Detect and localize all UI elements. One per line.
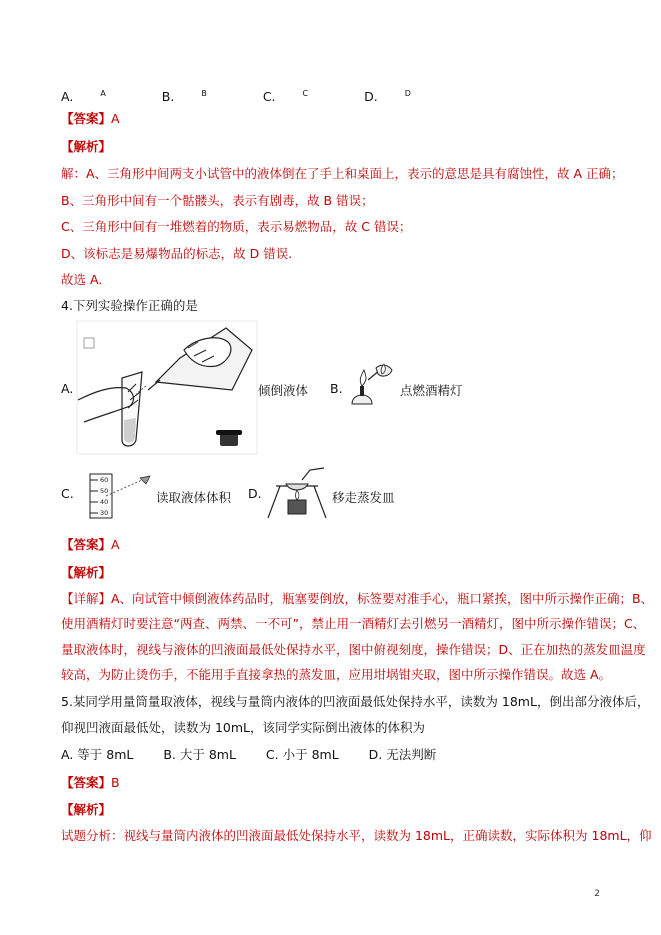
q5-option-c: C. 小于 8mL (265, 747, 339, 762)
cylinder-tick-label: 50 (100, 487, 109, 495)
q4-title: 4.下列实验操作正确的是 (61, 298, 198, 313)
q4-option-a-caption: 倾倒液体 (258, 383, 309, 398)
q3-option-b: B. B (161, 89, 207, 104)
q4-option-d-caption: 移走蒸发皿 (332, 490, 395, 505)
q5-title-line: 仰视凹液面最低处，读数为 10mL，该同学实际倒出液体的体积为 (61, 720, 426, 735)
q3-option-c: C. C (262, 89, 309, 104)
q4-option-c-caption: 读取液体体积 (156, 490, 232, 505)
q3-analysis-line: 解：A、三角形中间两支小试管中的液体倒在了手上和桌面上，表示的意思是具有腐蚀性，故 A 正确； (61, 166, 624, 181)
q5-analysis-label: 【解析】 (61, 802, 112, 817)
q3-option-d: D. D (364, 89, 411, 104)
q5-option-a: A. 等于 8mL (61, 747, 134, 762)
cylinder-tick-label: 40 (100, 498, 109, 506)
q4-option-d-letter: D. (248, 486, 262, 501)
lighting-alcohol-lamp-figure (346, 362, 398, 410)
q3-options (61, 86, 463, 105)
q4-option-b-caption: 点燃酒精灯 (400, 383, 463, 398)
page-number: 2 (594, 889, 600, 899)
q3-conclusion: 故选 A. (61, 272, 103, 287)
pouring-liquid-figure (76, 320, 258, 455)
q3-analysis-line: C、三角形中间有一堆燃着的物质，表示易燃物品，故 C 错误； (61, 219, 412, 234)
q5-title-line: 5.某同学用量筒量取液体，视线与量筒内液体的凹液面最低处保持水平，读数为 18mL，倒出部分液体后， (61, 694, 650, 709)
q4-detail-line: 量取液体时，视线与液体的凹液面最低处保持水平，图中俯视刻度，操作错误；D、正在加热的蒸发皿温度 (61, 642, 646, 657)
q4-detail-line: 使用酒精灯时要注意“两查、两禁、一不可”，禁止用一酒精灯去引燃另一酒精灯，图中所示操作错误；C、 (61, 616, 646, 631)
q3-analysis-line: B、三角形中间有一个骷髅头，表示有剧毒，故 B 错误； (61, 193, 374, 208)
q3-answer: 【答案】A (61, 111, 120, 126)
q5-option-b: B. 大于 8mL (163, 747, 236, 762)
q5-option-d: D. 无法判断 (368, 747, 437, 762)
q5-options (61, 747, 462, 763)
q4-analysis-label: 【解析】 (61, 565, 112, 580)
q3-analysis-label: 【解析】 (61, 139, 112, 154)
q4-answer: 【答案】A (61, 537, 120, 552)
q4-option-b-letter: B. (330, 381, 343, 396)
q4-detail-line: 较高，为防止烫伤手，不能用手直接拿热的蒸发皿，应用坩埚钳夹取，图中所示操作错误。故选 A。 (61, 667, 612, 682)
q3-analysis-line: D、该标志是易爆物品的标志，故 D 错误. (61, 246, 293, 261)
cylinder-tick-label: 60 (100, 476, 109, 484)
evaporating-dish-figure (262, 466, 332, 520)
q5-analysis-line: 试题分析：视线与量筒内液体的凹液面最低处保持水平，读数为 18mL，正确读数，实际体积为 18mL，仰 (61, 828, 652, 843)
q4-option-c-letter: C. (61, 486, 74, 501)
cylinder-tick-label: 30 (100, 509, 109, 517)
q4-option-a-letter: A. (61, 381, 74, 396)
q4-detail-line: 【详解】A、向试管中倾倒液体药品时，瓶塞要倒放，标签要对准手心，瓶口紧挨，图中所示操作正确；B、 (61, 591, 654, 606)
q5-answer: 【答案】B (61, 775, 120, 790)
reading-cylinder-figure (86, 472, 156, 520)
q3-option-a: A. A (61, 89, 106, 104)
